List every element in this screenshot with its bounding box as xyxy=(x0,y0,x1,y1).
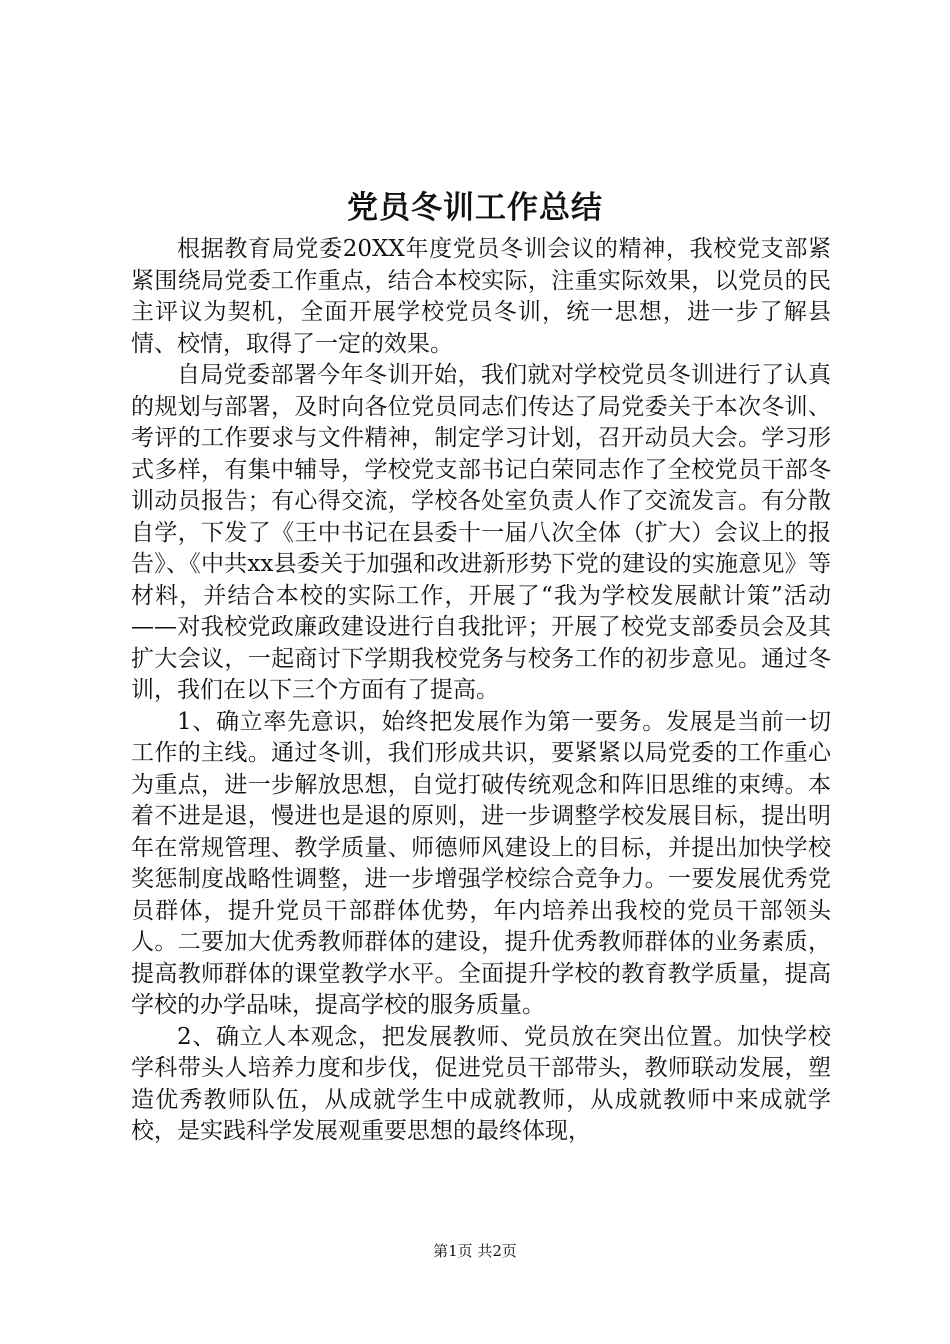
paragraph-intro: 根据教育局党委20XX年度党员冬训会议的精神，我校党支部紧紧围绕局党委工作重点，结合本校实际，注重实际效果，以党员的民主评议为契机，全面开展学校党员冬训，统一思想，进一步了解县情、校情，取得了一定的效果。 xyxy=(131,236,831,357)
paragraph-training-process: 自局党委部署今年冬训开始，我们就对学校党员冬训进行了认真的规划与部署，及时向各位党员同志们传达了局党委关于本次冬训、考评的工作要求与文件精神，制定学习计划，召开动员大会。学习形式多样，有集中辅导，学校党支部书记白荣同志作了全校党员干部冬训动员报告；有心得交流，学校各处室负责人作了交流发言。有分散自学，下发了《王中书记在县委十一届八次全体（扩大）会议上的报告》、《中共xx县委关于加强和改进新形势下党的建设的实施意见》等材料，并结合本校的实际工作，开展了“我为学校发展献计策”活动——对我校党政廉政建设进行自我批评；开展了校党支部委员会及其扩大会议，一起商讨下学期我校党务与校务工作的初步意见。通过冬训，我们在以下三个方面有了提高。 xyxy=(131,362,831,703)
page-number-footer: 第1页 共2页 xyxy=(433,1242,517,1260)
document-body xyxy=(131,234,831,1148)
document-title: 党员冬训工作总结 xyxy=(347,190,603,226)
paragraph-point-1: 1、确立率先意识，始终把发展作为第一要务。发展是当前一切工作的主线。通过冬训，我们形成共识，要紧紧以局党委的工作重心为重点，进一步解放思想，自觉打破传统观念和阵旧思维的束缚。本着不进是退，慢进也是退的原则，进一步调整学校发展目标，提出明年在常规管理、教学质量、师德师风建设上的目标，并提出加快学校奖惩制度战略性调整，进一步增强学校综合竞争力。一要发展优秀党员群体，提升党员干部群体优势，年内培养出我校的党员干部领头人。二要加大优秀教师群体的建设，提升优秀教师群体的业务素质，提高教师群体的课堂教学水平。全面提升学校的教育教学质量，提高学校的办学品味，提高学校的服务质量。 xyxy=(131,708,831,1018)
paragraph-point-2: 2、确立人本观念，把发展教师、党员放在突出位置。加快学校学科带头人培养力度和步伐，促进党员干部带头，教师联动发展，塑造优秀教师队伍，从成就学生中成就教师，从成就教师中来成就学校，是实践科学发展观重要思想的最终体现， xyxy=(131,1023,831,1144)
